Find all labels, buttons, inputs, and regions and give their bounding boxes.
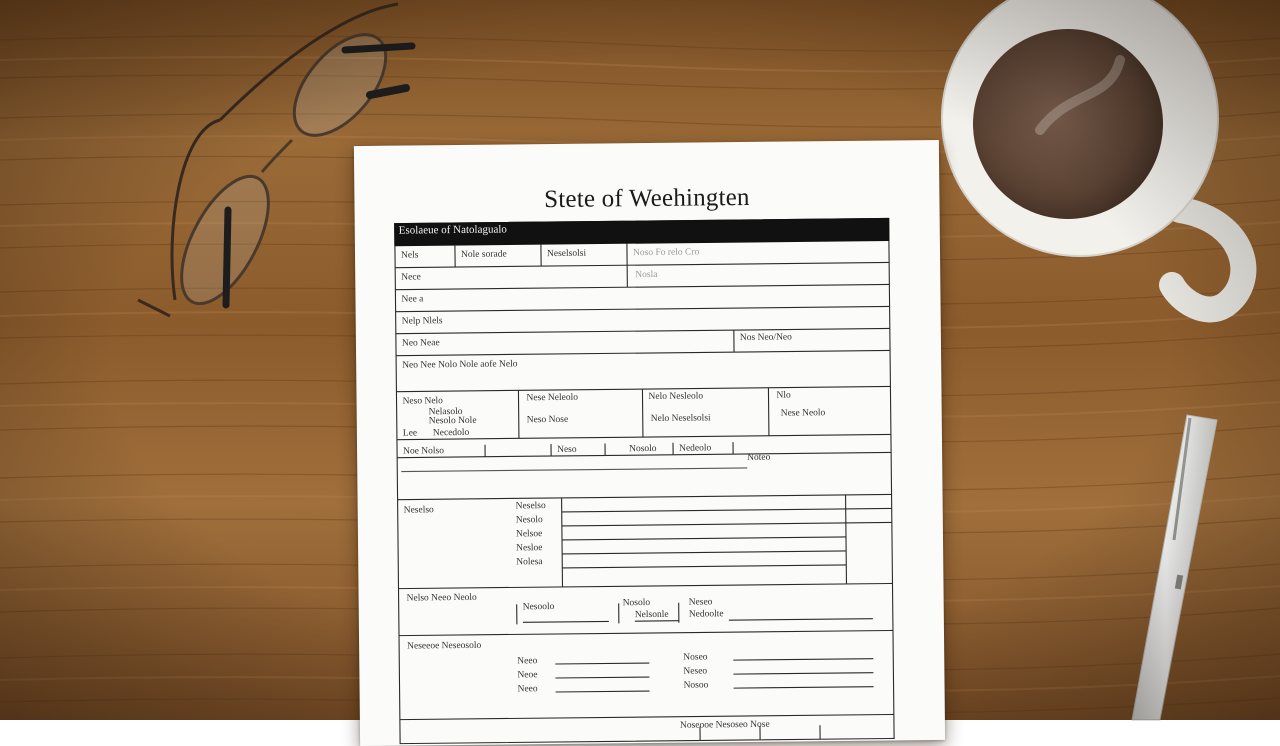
field-label: Nesolo Nole: [429, 416, 477, 426]
form-title: Stete of Weehingten: [354, 182, 939, 216]
field-label: Neseeoe Neseosolo: [407, 641, 481, 652]
field-label: Nelsonle: [635, 610, 669, 620]
field-label: Nedoolte: [689, 609, 724, 619]
field-label: Neo Neae: [402, 338, 440, 348]
field-label: Nolesa: [516, 557, 542, 567]
field-label: Nelo Neselsolsi: [651, 413, 711, 424]
field-label: Nosla: [635, 270, 657, 280]
field-label: Neo Nee Nolo Nole aofe Nelo: [402, 359, 517, 370]
field-label: Neseo: [683, 666, 707, 676]
field-label: Noe Nolso: [403, 446, 444, 456]
field-label: Nosolo: [623, 598, 651, 608]
field-label: Neselso: [516, 501, 546, 511]
field-label: Nesloe: [516, 543, 542, 553]
form-header-bar: Esolaeue of Natolagualo: [399, 223, 507, 236]
field-label: Lee: [403, 428, 417, 438]
field-label: Nece: [401, 272, 421, 282]
field-label: Nlo: [776, 391, 790, 401]
field-label: Nesoolo: [523, 602, 555, 612]
field-label: Neoe: [517, 670, 537, 680]
field-label: Neselsolsi: [547, 249, 586, 259]
form-table: [395, 218, 896, 743]
field-label: Neselso: [404, 505, 434, 515]
field-label: Nelo Nesleolo: [648, 391, 703, 402]
field-label: Nese Neleolo: [526, 393, 578, 404]
field-label: Neso Nose: [527, 415, 569, 425]
field-label: Nosoo: [683, 680, 708, 690]
field-label: Nels: [401, 250, 419, 260]
field-label: Nole sorade: [461, 249, 507, 259]
field-label: Neeo: [518, 684, 538, 694]
paper-form: [354, 140, 945, 746]
field-label: Nedeolo: [679, 443, 711, 453]
field-label: Neso Nelo: [403, 396, 443, 406]
field-label: Noteo: [747, 453, 770, 463]
field-label: Nelp Nlels: [402, 316, 443, 326]
field-label: Nesolo: [516, 515, 543, 525]
field-label: Nee a: [401, 294, 423, 304]
form-grid: [395, 218, 896, 743]
field-label: Noseooe Nesoseo Nose: [680, 720, 770, 731]
field-label: Necedolo: [433, 428, 470, 438]
field-label: Noso Fo relo Cro: [633, 247, 699, 258]
field-label: Neeo: [517, 656, 537, 666]
field-label: Nelasolo: [429, 407, 463, 417]
field-label: Nelsoe: [516, 529, 542, 539]
field-label: Nos Neo/Neo: [740, 333, 792, 344]
field-label: Nosolo: [629, 444, 657, 454]
field-label: Nese Neolo: [781, 408, 826, 418]
field-label: Noseo: [683, 652, 707, 662]
field-label: Nelso Neeo Neolo: [407, 593, 477, 604]
field-label: Neso: [557, 445, 577, 455]
field-label: Neseo: [689, 597, 713, 607]
